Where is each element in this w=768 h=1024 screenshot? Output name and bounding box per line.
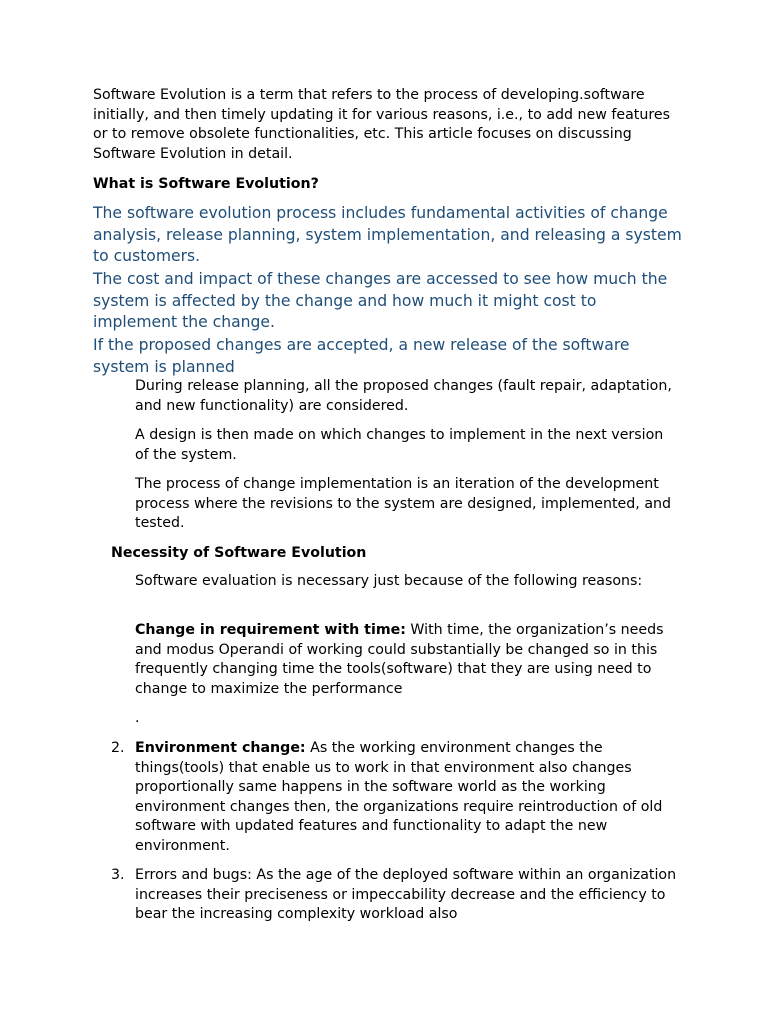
blue-paragraph-accepted: If the proposed changes are accepted, a new release of the software system is planned <box>93 336 630 376</box>
list-number-2: 2. <box>111 740 125 756</box>
heading-necessity: Necessity of Software Evolution <box>111 545 367 561</box>
paragraph-release-planning: During release planning, all the proposed changes (fault repair, adaptation, and new functionality) are considered. <box>135 378 672 414</box>
blue-paragraph-process: The software evolution process includes fundamental activities of change analysis, release planning, system implementation, and releasing a system to customers. <box>93 204 682 266</box>
item-title: Change in requirement with time: <box>135 622 406 638</box>
list-item-change-in-requirement <box>135 621 680 699</box>
paragraph-design: A design is then made on which changes to implement in the next version of the system. <box>135 427 664 463</box>
item-text: With time, the organization’s needs and modus Operandi of working could substantially be changed so in this frequently changing time the tools(software) that they are using need to change to maximize the performance <box>135 622 664 697</box>
list-item-errors-and-bugs: Errors and bugs: As the age of the deployed software within an organization increases their preciseness or impeccability decrease and the efficiency to bear the increasing complexity workload also <box>135 867 677 923</box>
paragraph-change-implementation: The process of change implementation is an iteration of the development process where the revisions to the system are designed, implemented, and tested. <box>135 476 672 532</box>
heading-what-is-software-evolution: What is Software Evolution? <box>93 176 319 192</box>
stray-period: . <box>135 710 140 726</box>
item-title: Environment change: <box>135 740 306 756</box>
item-text: As the working environment changes the things(tools) that enable us to work in that environment also changes proportionally same happens in the software world as the working environment changes then, the organizations require reintroduction of old software with updated features and functionality to adapt the new environment. <box>135 740 663 854</box>
intro-paragraph: Software Evolution is a term that refers to the process of developing.software initially, and then timely updating it for various reasons, i.e., to add new features or to remove obsolete functionalities, etc. This article focuses on discussing Software Evolution in detail. <box>93 87 670 162</box>
paragraph-necessity-intro: Software evaluation is necessary just because of the following reasons: <box>135 573 643 589</box>
list-item-environment-change <box>135 739 680 857</box>
blue-paragraph-cost: The cost and impact of these changes are accessed to see how much the system is affected by the change and how much it might cost to implement the change. <box>93 270 668 332</box>
list-number-3: 3. <box>111 867 125 883</box>
